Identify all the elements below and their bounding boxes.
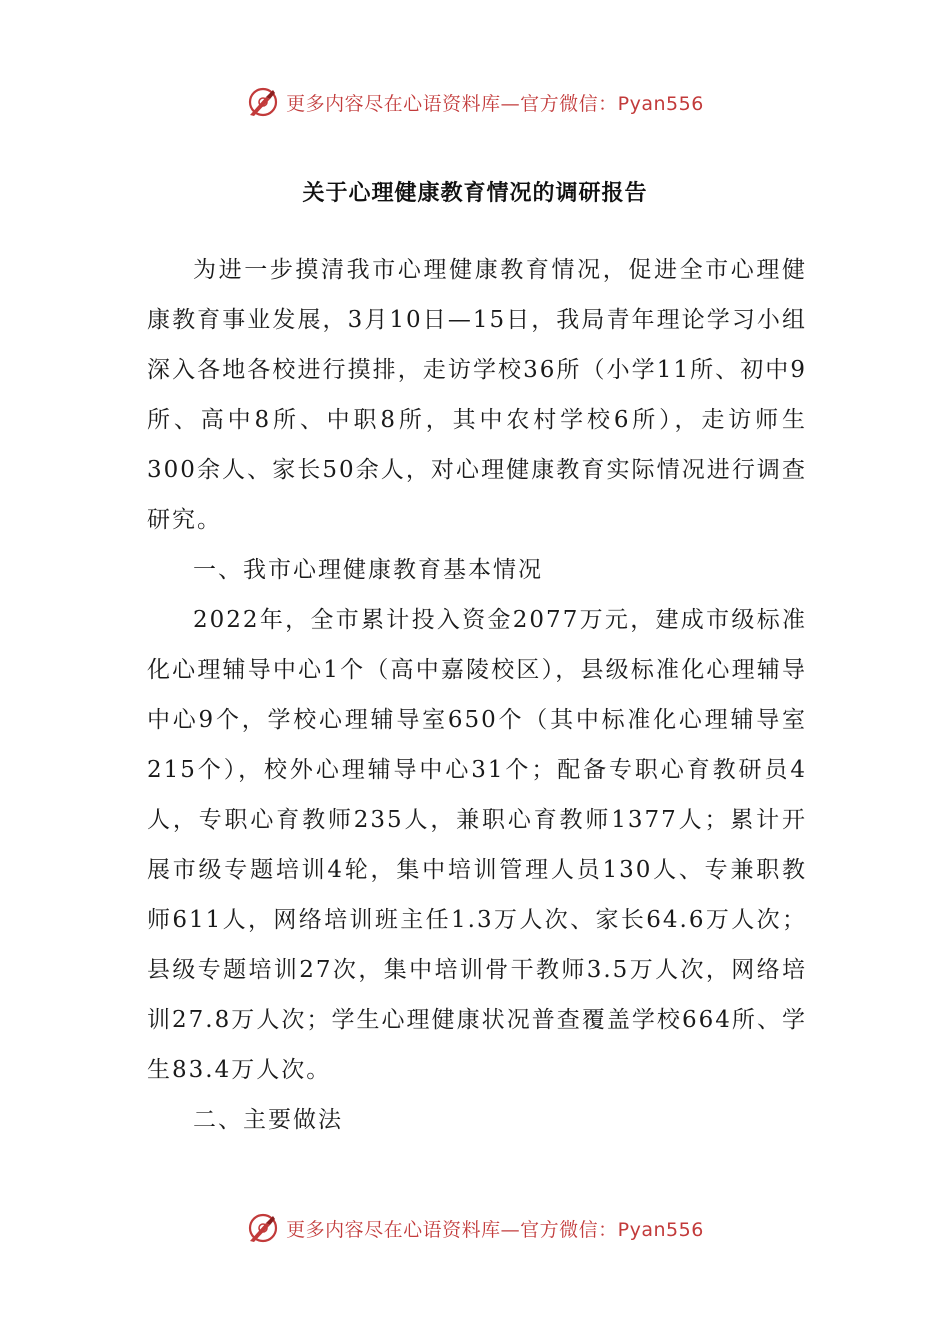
paragraph-intro: 为进一步摸清我市心理健康教育情况，促进全市心理健康教育事业发展，3月10日—15日，我局青年理论学习小组深入各地各校进行摸排，走访学校36所（小学11所、初中9所、高中8所、中职8所，其中农村学校6所），走访师生300余人、家长50余人，对心理健康教育实际情况进行调查研究。 xyxy=(147,257,807,533)
watermark-wechat-id: Pyan556 xyxy=(617,92,704,115)
watermark-main-text: 更多内容尽在心语资料库—官方微信： xyxy=(286,92,618,115)
watermark-main-text: 更多内容尽在心语资料库—官方微信： xyxy=(286,1218,618,1241)
pen-in-circle-icon xyxy=(246,1211,280,1245)
pen-in-circle-icon xyxy=(246,85,280,119)
document-body xyxy=(147,245,807,1145)
paragraph-basic-situation: 2022年，全市累计投入资金2077万元，建成市级标准化心理辅导中心1个（高中嘉陵校区），县级标准化心理辅导中心9个，学校心理辅导室650个（其中标准化心理辅导室215个），校外心理辅导中心31个；配备专职心育教研员4人，专职心育教师235人，兼职心育教师1377人；累计开展市级专题培训4轮，集中培训管理人员130人、专兼职教师611人，网络培训班主任1.3万人次、家长64.6万人次；县级专题培训27次，集中培训骨干教师3.5万人次，网络培训27.8万人次；学生心理健康状况普查覆盖学校664所、学生83.4万人次。 xyxy=(147,607,807,1083)
watermark-text xyxy=(286,1215,704,1242)
watermark-wechat-id: Pyan556 xyxy=(617,1218,704,1241)
watermark-footer xyxy=(0,1208,950,1248)
section-heading-2: 二、主要做法 xyxy=(193,1107,343,1133)
section-heading-1: 一、我市心理健康教育基本情况 xyxy=(193,557,543,583)
watermark-header xyxy=(0,82,950,122)
document-title: 关于心理健康教育情况的调研报告 xyxy=(302,181,648,206)
watermark-text xyxy=(286,89,704,116)
